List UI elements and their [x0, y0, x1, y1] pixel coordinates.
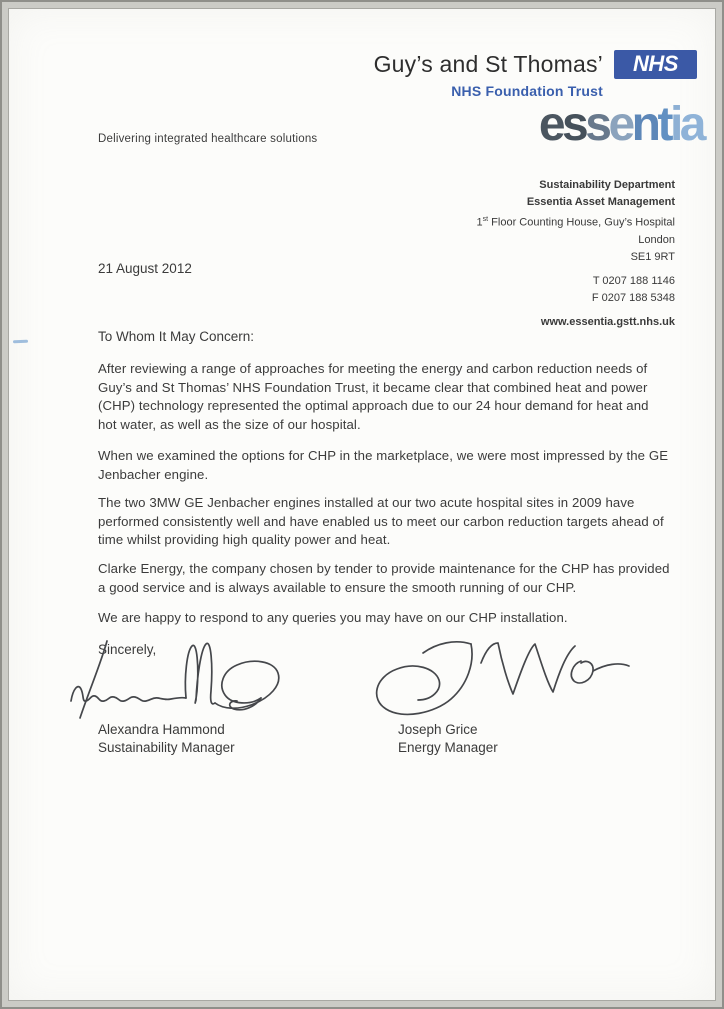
signatory-block: [398, 721, 498, 756]
contact-phone: T 0207 188 1146: [592, 274, 675, 287]
contact-block: [477, 177, 675, 331]
paragraph-4: Clarke Energy, the company chosen by tender to provide maintenance for the CHP has provided a good service and is always available to ensure the smooth running of our CHP.: [98, 561, 670, 595]
signature-joseph-grice: [353, 633, 638, 728]
salutation: To Whom It May Concern:: [98, 329, 255, 344]
nhs-logo: [614, 50, 697, 79]
paragraph-3: The two 3MW GE Jenbacher engines installed at our two acute hospital sites in 2009 have performed consistently well and have enabled us to meet our carbon reduction targets ahead of time whilst providing high quality power and heat.: [98, 495, 664, 547]
signatory-name: Joseph Grice: [398, 722, 478, 737]
contact-website: www.essentia.gstt.nhs.uk: [540, 315, 675, 328]
trust-name: Guy’s and St Thomas’: [373, 51, 603, 77]
signatory-title: Sustainability Manager: [98, 739, 235, 755]
foundation-trust-label: NHS Foundation Trust: [451, 83, 603, 99]
contact-fax: F 0207 188 5348: [591, 291, 675, 304]
essentia-logo: [473, 99, 703, 151]
essentia-letter: t: [657, 98, 670, 151]
essentia-letter: e: [608, 98, 632, 151]
essentia-letter: i: [669, 98, 680, 151]
signatory-title: Energy Manager: [398, 739, 498, 755]
signatory-block: [98, 721, 235, 756]
tagline: Delivering integrated healthcare solutions: [98, 133, 318, 145]
essentia-letter: a: [679, 98, 703, 151]
essentia-letter: s: [562, 98, 586, 151]
letter-page: [8, 8, 716, 1001]
contact-organisation: Essentia Asset Management: [526, 196, 675, 208]
essentia-letter: e: [538, 98, 563, 151]
paragraph-5: We are happy to respond to any queries you may have on our CHP installation.: [98, 610, 568, 625]
closing: Sincerely,: [98, 642, 157, 657]
nhs-logo-text: NHS: [633, 50, 678, 76]
paragraph-2: When we examined the options for CHP in the marketplace, we were most impressed by the GE Jenbacher engine.: [98, 448, 669, 482]
margin-mark: [13, 340, 28, 344]
paragraph-1: After reviewing a range of approaches for meeting the energy and carbon reduction needs of Guy’s and St Thomas’ NHS Foundation Trust, it became clear that combined heat and power (CHP) technology represented the optimal approach due to our 24 hour demand for heat and hot water, as well as the size of our hospital.: [98, 361, 649, 432]
contact-city: London: [638, 233, 675, 246]
essentia-letter: n: [631, 98, 658, 151]
contact-address: 1st Floor Counting House, Guy’s Hospital: [476, 216, 675, 229]
letter-date: 21 August 2012: [98, 261, 192, 276]
essentia-letter: s: [585, 98, 609, 151]
contact-postcode: SE1 9RT: [630, 250, 675, 263]
contact-department: Sustainability Department: [539, 179, 675, 191]
signatory-name: Alexandra Hammond: [98, 722, 225, 737]
